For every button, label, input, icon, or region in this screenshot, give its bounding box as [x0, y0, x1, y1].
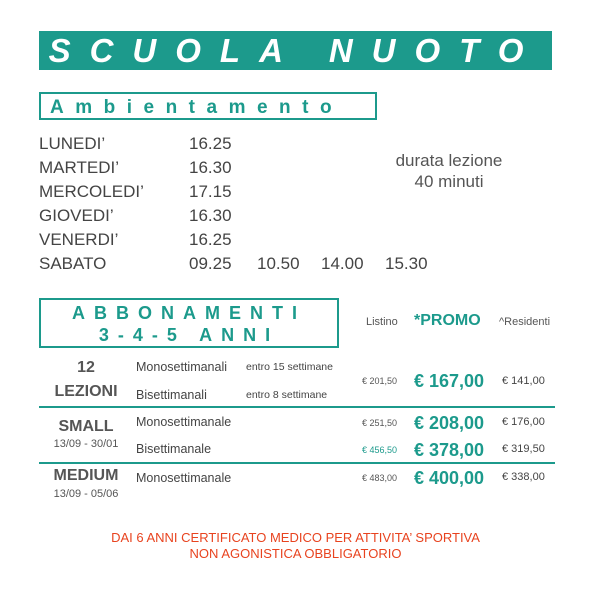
- group-label: MEDIUM: [53, 467, 119, 484]
- residenti-price: € 141,00: [502, 375, 545, 387]
- abbonamenti-heading: [39, 298, 339, 348]
- promo-price: € 378,00: [414, 440, 485, 460]
- schedule-time: 14.00: [321, 254, 364, 273]
- col-residenti: ^Residenti: [499, 316, 551, 328]
- residenti-price: € 338,00: [502, 471, 545, 483]
- schedule-time: 16.25: [189, 134, 232, 153]
- schedule-day: MARTEDI’: [39, 158, 119, 177]
- schedule-time: 16.30: [189, 206, 232, 225]
- footer-line: NON AGONISTICA OBBLIGATORIO: [189, 546, 402, 561]
- schedule-day: VENERDI’: [39, 230, 119, 249]
- listino-price: € 483,00: [362, 473, 398, 483]
- abbonamenti-title: ABBONAMENTI: [72, 303, 306, 323]
- page-title: SCUOLA NUOTO: [39, 31, 552, 70]
- ambientamento-heading: Ambientamento: [39, 92, 377, 120]
- plan-name: Bisettimanali: [136, 388, 207, 402]
- listino-price: € 456,50: [362, 445, 398, 455]
- schedule-day: GIOVEDI’: [39, 206, 114, 225]
- schedule-time: 10.50: [257, 254, 300, 273]
- schedule-time: 17.15: [189, 182, 232, 201]
- schedule-time: 09.25: [189, 254, 232, 273]
- schedule-time: 16.30: [189, 158, 232, 177]
- residenti-price: € 319,50: [502, 443, 545, 455]
- divider: [39, 462, 555, 464]
- plan-name: Monosettimanali: [136, 360, 228, 374]
- group-label: 12: [77, 359, 95, 376]
- plan-note: entro 15 settimane: [246, 361, 333, 373]
- listino-price: € 201,50: [362, 376, 398, 386]
- promo-price: € 167,00: [414, 371, 485, 391]
- duration-value: 40 minuti: [414, 172, 484, 191]
- schedule-time: 16.25: [189, 230, 232, 249]
- divider: [39, 406, 555, 408]
- col-promo: *PROMO: [414, 312, 481, 329]
- plan-name: Monosettimanale: [136, 471, 232, 485]
- plan-name: Bisettimanale: [136, 442, 212, 456]
- listino-price: € 251,50: [362, 418, 398, 428]
- plan-name: Monosettimanale: [136, 415, 232, 429]
- group-label: SMALL: [58, 418, 114, 435]
- schedule-day: LUNEDI’: [39, 134, 106, 153]
- duration-label: durata lezione: [395, 151, 503, 170]
- schedule-time: 15.30: [385, 254, 428, 273]
- promo-price: € 208,00: [414, 413, 485, 433]
- group-period: 13/09 - 05/06: [53, 488, 119, 500]
- promo-price: € 400,00: [414, 468, 485, 488]
- group-label: LEZIONI: [54, 383, 118, 400]
- lesson-duration: [378, 150, 520, 192]
- group-period: 13/09 - 30/01: [53, 438, 119, 450]
- schedule-day: SABATO: [39, 254, 107, 273]
- footer-line: DAI 6 ANNI CERTIFICATO MEDICO PER ATTIVITA’ SPORTIVA: [111, 530, 480, 545]
- abbonamenti-age: 3-4-5 ANNI: [98, 325, 280, 345]
- residenti-price: € 176,00: [502, 416, 545, 428]
- footer-notice: [0, 530, 591, 562]
- col-listino: Listino: [366, 316, 398, 328]
- schedule-day: MERCOLEDI’: [39, 182, 144, 201]
- plan-note: entro 8 settimane: [246, 389, 328, 401]
